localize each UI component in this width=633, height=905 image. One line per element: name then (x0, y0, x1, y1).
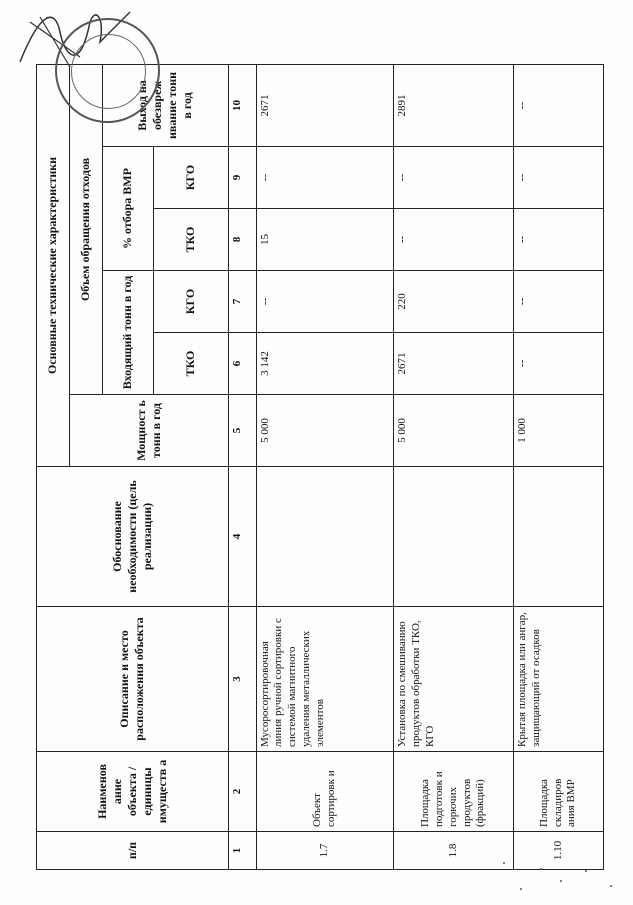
row-desc: Установка по смешиванию продуктов обработки ТКО, КГО (394, 607, 514, 752)
row-reason (514, 467, 604, 607)
row-pct-kgo: -- (394, 147, 514, 209)
header-waste-volume: Объем обращения отходов (69, 64, 102, 394)
row-in-tko: 2671 (394, 333, 514, 395)
row-pct-tko: -- (394, 209, 514, 271)
official-seal (55, 18, 160, 123)
colnum: 7 (228, 271, 256, 333)
colnum: 5 (228, 395, 256, 467)
row-desc: Мусоросортировочная линия ручной сортировки с системой магнитного удаления металлических элементов (256, 607, 394, 752)
colnum: 4 (228, 467, 256, 607)
header-pct: % отбора ВМР (102, 147, 153, 271)
rotated-table-wrapper (36, 65, 604, 870)
colnum: 10 (228, 64, 256, 146)
row-output: 2891 (394, 64, 514, 146)
row-pct-tko: -- (514, 209, 604, 271)
header-pct-tko: ТКО (153, 209, 228, 271)
row-output: 2671 (256, 64, 394, 146)
row-reason (256, 467, 394, 607)
column-numbers-row (228, 64, 256, 869)
row-in-kgo: -- (514, 271, 604, 333)
row-in-kgo: -- (256, 271, 394, 333)
header-reason: Обоснование необходимости (цель реализации) (37, 467, 229, 607)
row-pct-kgo: -- (256, 147, 394, 209)
header-input: Входящий тонн в год (102, 271, 153, 395)
colnum: 6 (228, 333, 256, 395)
row-capacity: 5 000 (256, 395, 394, 467)
row-num: 1.7 (256, 832, 394, 870)
header-num: п/п (37, 832, 229, 870)
header-capacity: Мощност ь тонн в год (69, 395, 228, 467)
row-output: -- (514, 64, 604, 146)
row-num: 1.10 (514, 832, 604, 870)
table-row (256, 64, 394, 869)
row-capacity: 1 000 (514, 395, 604, 467)
header-input-tko: ТКО (153, 333, 228, 395)
row-name: Площадка складиров ания ВМР (514, 752, 604, 832)
row-reason (394, 467, 514, 607)
technical-characteristics-table (36, 64, 604, 870)
row-in-tko: -- (514, 333, 604, 395)
row-num: 1.8 (394, 832, 514, 870)
header-name: Наименов ание объекта / единицы имуществ а (37, 752, 229, 832)
row-pct-tko: 15 (256, 209, 394, 271)
table-row (394, 64, 514, 869)
colnum: 9 (228, 147, 256, 209)
colnum: 2 (228, 752, 256, 832)
row-pct-kgo: -- (514, 147, 604, 209)
colnum: 8 (228, 209, 256, 271)
header-pct-kgo: КГО (153, 147, 228, 209)
row-in-kgo: 220 (394, 271, 514, 333)
row-desc: Крытая площадка или ангар, защищающий от осадков (514, 607, 604, 752)
header-input-kgo: КГО (153, 271, 228, 333)
row-in-tko: 3 142 (256, 333, 394, 395)
header-desc: Описание и место расположения объекта (37, 607, 229, 752)
header-main-characteristics: Основные технические характеристики (37, 64, 70, 466)
row-name: Площадка подготовк и горючих продуктов (фракций) (394, 752, 514, 832)
colnum: 3 (228, 607, 256, 752)
table-row (514, 64, 604, 869)
colnum: 1 (228, 832, 256, 870)
row-name: Объект сортировк и (256, 752, 394, 832)
header-output: Выход на обезвреж ивание тонн в год (102, 64, 228, 146)
row-capacity: 5 000 (394, 395, 514, 467)
